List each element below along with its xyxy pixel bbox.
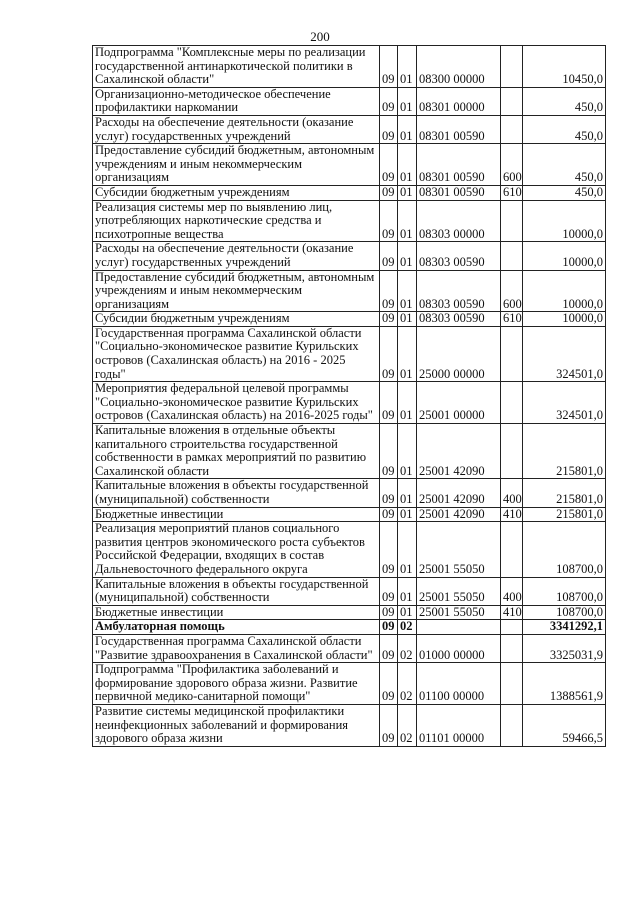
row-target-article: 08303 00590 <box>417 270 501 312</box>
table-row <box>93 634 606 662</box>
row-section: 09 <box>380 663 398 705</box>
row-name: Бюджетные инвестиции <box>93 507 380 522</box>
row-name: Расходы на обеспечение деятельности (оказание услуг) государственных учреждений <box>93 115 380 143</box>
row-amount: 215801,0 <box>523 479 606 507</box>
table-row <box>93 424 606 479</box>
row-target-article: 25001 42090 <box>417 507 501 522</box>
row-expense-type <box>501 663 523 705</box>
row-subsection: 01 <box>398 479 417 507</box>
row-expense-type <box>501 704 523 746</box>
row-section: 09 <box>380 605 398 620</box>
row-expense-type <box>501 46 523 88</box>
table-row <box>93 479 606 507</box>
row-section: 09 <box>380 312 398 327</box>
row-name: Развитие системы медицинской профилактики неинфекционных заболеваний и формирования здорового образа жизни <box>93 704 380 746</box>
row-expense-type: 610 <box>501 312 523 327</box>
table-row <box>93 115 606 143</box>
row-subsection: 01 <box>398 115 417 143</box>
row-section: 09 <box>380 144 398 186</box>
row-subsection: 01 <box>398 326 417 381</box>
row-expense-type <box>501 424 523 479</box>
row-name: Субсидии бюджетным учреждениям <box>93 185 380 200</box>
row-target-article: 25001 42090 <box>417 424 501 479</box>
row-section: 09 <box>380 200 398 242</box>
table-row <box>93 200 606 242</box>
row-name: Расходы на обеспечение деятельности (оказание услуг) государственных учреждений <box>93 242 380 270</box>
table-row <box>93 704 606 746</box>
row-expense-type <box>501 115 523 143</box>
budget-table <box>92 45 606 747</box>
row-section: 09 <box>380 185 398 200</box>
row-target-article: 08301 00590 <box>417 115 501 143</box>
row-target-article: 25001 55050 <box>417 605 501 620</box>
row-expense-type <box>501 634 523 662</box>
row-section: 09 <box>380 242 398 270</box>
row-section: 09 <box>380 704 398 746</box>
table-row <box>93 185 606 200</box>
row-amount: 59466,5 <box>523 704 606 746</box>
row-name: Государственная программа Сахалинской области "Развитие здравоохранения в Сахалинской области" <box>93 634 380 662</box>
row-name: Бюджетные инвестиции <box>93 605 380 620</box>
row-amount: 108700,0 <box>523 522 606 577</box>
row-expense-type <box>501 382 523 424</box>
row-amount: 10000,0 <box>523 242 606 270</box>
row-amount: 3341292,1 <box>523 620 606 635</box>
row-target-article: 01000 00000 <box>417 634 501 662</box>
row-amount: 10000,0 <box>523 312 606 327</box>
row-subsection: 02 <box>398 704 417 746</box>
row-name: Государственная программа Сахалинской области "Социально-экономическое развитие Курильских островов (Сахалинская область) на 2016 - 2025 годы" <box>93 326 380 381</box>
row-target-article: 25001 55050 <box>417 577 501 605</box>
row-section: 09 <box>380 87 398 115</box>
row-amount: 215801,0 <box>523 507 606 522</box>
row-subsection: 01 <box>398 382 417 424</box>
row-subsection: 01 <box>398 605 417 620</box>
row-section: 09 <box>380 326 398 381</box>
row-amount: 1388561,9 <box>523 663 606 705</box>
row-subsection: 01 <box>398 507 417 522</box>
row-target-article: 25000 00000 <box>417 326 501 381</box>
row-subsection: 02 <box>398 620 417 635</box>
row-subsection: 01 <box>398 46 417 88</box>
row-name: Капитальные вложения в отдельные объекты капитального строительства государственной собственности в рамках мероприятий по развитию Сахалинской области <box>93 424 380 479</box>
row-target-article: 08301 00000 <box>417 87 501 115</box>
row-name: Субсидии бюджетным учреждениям <box>93 312 380 327</box>
row-section: 09 <box>380 270 398 312</box>
row-expense-type: 400 <box>501 577 523 605</box>
row-target-article: 08301 00590 <box>417 185 501 200</box>
row-subsection: 01 <box>398 185 417 200</box>
table-row <box>93 87 606 115</box>
row-amount: 10450,0 <box>523 46 606 88</box>
row-target-article: 08303 00590 <box>417 312 501 327</box>
table-row <box>93 522 606 577</box>
row-target-article: 01100 00000 <box>417 663 501 705</box>
row-expense-type: 610 <box>501 185 523 200</box>
row-name: Мероприятия федеральной целевой программы "Социально-экономическое развитие Курильских островов (Сахалинская область) на 2016-2025 годы" <box>93 382 380 424</box>
row-expense-type <box>501 522 523 577</box>
row-amount: 450,0 <box>523 185 606 200</box>
table-row <box>93 326 606 381</box>
row-subsection: 01 <box>398 312 417 327</box>
row-expense-type: 410 <box>501 507 523 522</box>
page-number: 200 <box>310 29 330 44</box>
row-amount: 324501,0 <box>523 382 606 424</box>
row-name: Реализация мероприятий планов социального развития центров экономического роста субъектов Российской Федерации, входящих в состав Дальневосточного федерального округа <box>93 522 380 577</box>
row-name: Амбулаторная помощь <box>93 620 380 635</box>
row-expense-type: 410 <box>501 605 523 620</box>
row-expense-type <box>501 326 523 381</box>
row-subsection: 01 <box>398 522 417 577</box>
row-target-article: 08300 00000 <box>417 46 501 88</box>
row-name: Реализация системы мер по выявлению лиц, употребляющих наркотические средства и психотропные вещества <box>93 200 380 242</box>
table-row <box>93 577 606 605</box>
row-amount: 215801,0 <box>523 424 606 479</box>
row-subsection: 02 <box>398 634 417 662</box>
row-section: 09 <box>380 479 398 507</box>
row-amount: 450,0 <box>523 115 606 143</box>
row-name: Организационно-методическое обеспечение профилактики наркомании <box>93 87 380 115</box>
table-row <box>93 663 606 705</box>
row-section: 09 <box>380 634 398 662</box>
row-amount: 108700,0 <box>523 577 606 605</box>
table-row <box>93 605 606 620</box>
row-target-article: 08301 00590 <box>417 144 501 186</box>
row-section: 09 <box>380 115 398 143</box>
row-section: 09 <box>380 382 398 424</box>
row-section: 09 <box>380 507 398 522</box>
row-subsection: 01 <box>398 577 417 605</box>
row-target-article: 08303 00590 <box>417 242 501 270</box>
row-expense-type <box>501 242 523 270</box>
row-section: 09 <box>380 577 398 605</box>
table-row <box>93 46 606 88</box>
row-subsection: 02 <box>398 663 417 705</box>
row-name: Предоставление субсидий бюджетным, автономным учреждениям и иным некоммерческим организациям <box>93 270 380 312</box>
row-name: Предоставление субсидий бюджетным, автономным учреждениям и иным некоммерческим организациям <box>93 144 380 186</box>
row-expense-type: 600 <box>501 270 523 312</box>
row-expense-type <box>501 200 523 242</box>
row-amount: 3325031,9 <box>523 634 606 662</box>
row-target-article: 25001 00000 <box>417 382 501 424</box>
row-target-article: 01101 00000 <box>417 704 501 746</box>
table-row <box>93 242 606 270</box>
row-name: Подпрограмма "Профилактика заболеваний и формирование здорового образа жизни. Развитие первичной медико-санитарной помощи" <box>93 663 380 705</box>
row-name: Подпрограмма "Комплексные меры по реализации государственной антинаркотической политики в Сахалинской области" <box>93 46 380 88</box>
row-amount: 10000,0 <box>523 200 606 242</box>
row-name: Капитальные вложения в объекты государственной (муниципальной) собственности <box>93 577 380 605</box>
row-expense-type <box>501 87 523 115</box>
table-row <box>93 507 606 522</box>
table-row <box>93 620 606 635</box>
row-subsection: 01 <box>398 242 417 270</box>
row-expense-type: 600 <box>501 144 523 186</box>
row-expense-type: 400 <box>501 479 523 507</box>
table-row <box>93 382 606 424</box>
row-amount: 450,0 <box>523 87 606 115</box>
row-section: 09 <box>380 620 398 635</box>
row-amount: 10000,0 <box>523 270 606 312</box>
row-subsection: 01 <box>398 270 417 312</box>
row-name: Капитальные вложения в объекты государственной (муниципальной) собственности <box>93 479 380 507</box>
row-target-article: 08303 00000 <box>417 200 501 242</box>
row-expense-type <box>501 620 523 635</box>
row-amount: 108700,0 <box>523 605 606 620</box>
table-row <box>93 312 606 327</box>
row-target-article: 25001 55050 <box>417 522 501 577</box>
row-subsection: 01 <box>398 424 417 479</box>
row-amount: 324501,0 <box>523 326 606 381</box>
row-section: 09 <box>380 522 398 577</box>
table-body <box>93 46 606 747</box>
row-subsection: 01 <box>398 200 417 242</box>
row-subsection: 01 <box>398 144 417 186</box>
row-amount: 450,0 <box>523 144 606 186</box>
row-target-article: 25001 42090 <box>417 479 501 507</box>
row-section: 09 <box>380 424 398 479</box>
row-target-article <box>417 620 501 635</box>
row-section: 09 <box>380 46 398 88</box>
row-subsection: 01 <box>398 87 417 115</box>
table-row <box>93 270 606 312</box>
table-row <box>93 144 606 186</box>
